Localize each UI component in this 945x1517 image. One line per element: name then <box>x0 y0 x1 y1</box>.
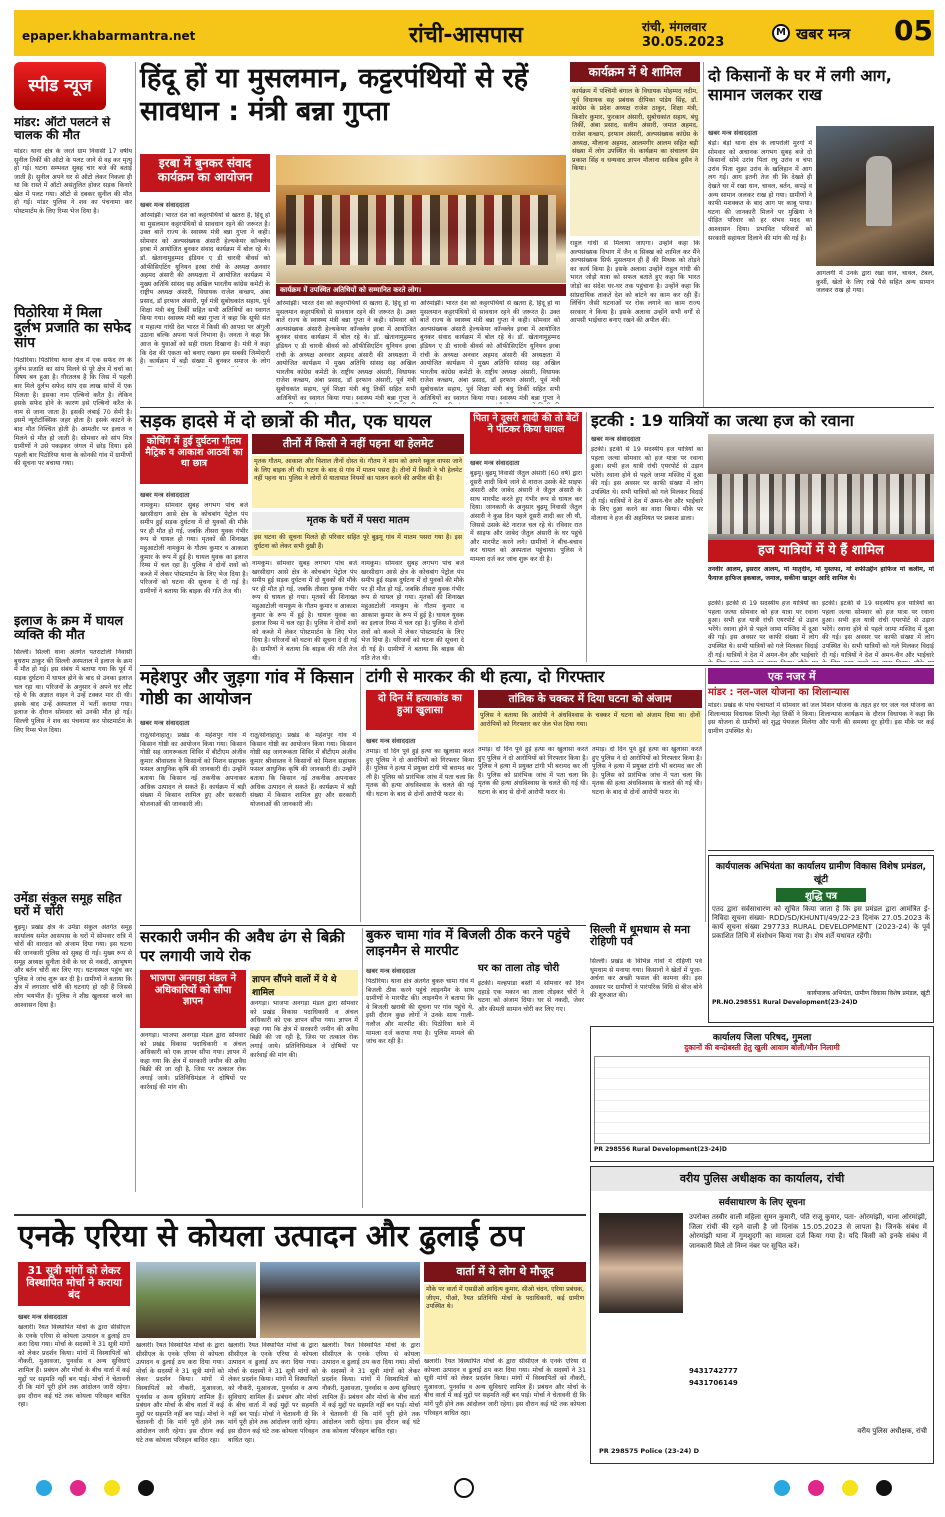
police-title: वरीय पुलिस अधीक्षक का कार्यालय, रांची <box>591 1167 933 1191</box>
haj-byline: खबर मन्त्र संवाददाता <box>591 435 641 443</box>
rwd-advert <box>708 855 934 1023</box>
electric-headline: बुकरु चामा गांव में बिजली ठीक करने पहुंचे लाइनमैन से मारपीट <box>366 928 570 959</box>
coal-text-4: खलारी। रैयत विस्थापित मोर्चा के द्वारा सीसीएल के एनके एरिया से कोयला उत्पादन व ढुलाई ठप करा दिया गया। मोर्चा के सदस्यों ने 31 सूत्री मांगों को लेकर प्रदर्शन किया। मांगों में विस्थापितों को नौकरी, मुआवजा, पुनर्वास व अन्य सुविधाएं शामिल हैं। प्रबंधन और मोर्चा के बीच वार्ता में कई मुद्दों पर सहमति नहीं बन पाई। मोर्चा ने चेतावनी दी कि मांगें पूरी होने तक आंदोलन जारी रहेगा। इस दौरान कई घंटे तक कोयला परिवहन बाधित रहा। <box>322 1342 420 1435</box>
footer-color-marks <box>14 1474 934 1504</box>
coal-text-5: खलारी। रैयत विस्थापित मोर्चा के द्वारा सीसीएल के एनके एरिया से कोयला उत्पादन व ढुलाई ठप करा दिया गया। मोर्चा के सदस्यों ने 31 सूत्री मांगों को लेकर प्रदर्शन किया। मांगों में विस्थापितों को नौकरी, मुआवजा, पुनर्वास व अन्य सुविधाएं शामिल हैं। प्रबंधन और मोर्चा के बीच वार्ता में कई मुद्दों पर सहमति नहीं बन पाई। मोर्चा ने चेतावनी दी कि मांगें पूरी होने तक आंदोलन जारी रहेगा। इस दौरान कई घंटे तक कोयला परिवहन बाधित रहा। <box>424 1358 586 1417</box>
left-story-4-text: बुढ़मू। प्रखंड क्षेत्र के उमेंडा संकुल अंतर्गत समूह कार्यालय समेत आसपास के घरों में सोमवार रात्रि में चोरों की वारदात को अंजाम दिया गया। इस घटना की जानकारी पुलिस को सुबह दी गई। मुख्य रूप से समूह अध्यक्ष सुनीता देवी के घर से नकदी, आभूषण और बर्तन चोरी कर लिए गए। घटनास्थल पहुंच कर पुलिस ने जांच शुरू कर दी है। ग्रामीणों ने बताया कि क्षेत्र में लगातार चोरी की घटनाएं हो रही हैं जिससे लोग भयभीत हैं। पुलिस ने शीघ्र खुलासा करने का आश्वासन दिया है। <box>14 924 132 1009</box>
lead-byline: खबर मन्त्र संवाददाता <box>140 201 190 209</box>
murder-headline: टांगी से मारकर की थी हत्या, दो गिरफ्तार <box>366 667 605 686</box>
col3-kicker: कार्यक्रम में थे शामिल <box>570 62 700 82</box>
coal-headline: एनके एरिया से कोयला उत्पादन और ढुलाई ठप <box>18 1219 524 1254</box>
accident-text: नामकुम। सोमवार सुबह लगभग पांच बजे खरसीदाग आसे क्षेत्र के कोचबांग पेट्रोल पंप समीप हुई सड़क दुर्घटना में दो युवकों की मौके पर ही मौत हो गई, जबकि तीसरा युवक गंभीर रूप से घायल हो गया। मृतकों की शिनाख्त महुआटोली नामकुम के गौतम कुमार व आकाश कुमार के रूप में हुई है। घायल युवक का इलाज रिम्स में चल रहा है। पुलिस ने दोनों शवों को कब्जे में लेकर पोस्टमार्टम के लिए भेज दिया है। परिजनों को घटना की सूचना दे दी गई है। ग्रामीणों ने बताया कि बाइक की गति तेज थी। <box>140 502 248 595</box>
police-advert <box>590 1166 934 1464</box>
zp-advert <box>590 1026 934 1162</box>
brand-logo-icon: M <box>772 24 790 42</box>
section-rule <box>140 665 934 666</box>
murder-text: तमाड़। दो दिन पूर्व हुई हत्या का खुलासा करते हुए पुलिस ने दो आरोपियों को गिरफ्तार किया है। पुलिस ने हत्या में प्रयुक्त टांगी भी बरामद कर ली है। पुलिस को प्रारंभिक जांच में पता चला कि मृतक की हत्या अंधविश्वास के चलते की गई थी। घटना के बाद से दोनों आरोपी फरार थे। <box>366 748 474 798</box>
left-story-3-text: सिल्ली। सिल्ली थाना अंतर्गत पतराटोली निवासी बुधराम ठाकुर की सिल्ली अस्पताल में इलाज के क्रम में मौत हो गई। इस संबंध में बताया गया कि पूर्व में सड़क दुर्घटना में घायल होने के बाद से उनका इलाज चल रहा था। परिजनों के अनुसार वे अपने घर लौट रहे थे कि अज्ञात वाहन ने उन्हें टक्कर मार दी थी। इसके बाद उन्हें अस्पताल में भर्ती कराया गया। इलाज के दौरान सोमवार को उनकी मौत हो गई। सिल्ली पुलिस ने शव का पंचनामा कर पोस्टमार्टम के लिए रिम्स भेज दिया। <box>14 649 132 734</box>
fire-caption: आगलगी में उनके द्वारा रखा धान, चावल, टेबल, कुर्सी, खेतो के लिए रखे पैसे सहित अन्य सामान जलकर राख हो गया। <box>816 270 934 295</box>
farmer-headline: महेशपुर और जुड़गा गांव में किसान गोष्ठी का आयोजन <box>140 668 354 709</box>
ek-najar-headline: मांडर : नल-जल योजना का शिलान्यास <box>708 687 850 698</box>
murder-byline: खबर मन्त्र संवाददाता <box>366 737 416 745</box>
electric-text: पिठोरिया। थाना क्षेत्र अंतर्गत बुकरु चामा गांव में बिजली ठीक करने पहुंचे लाइनमैन के साथ ग्रामीणों ने मारपीट की। लाइनमैन ने बताया कि वे बिजली खराबी की सूचना पर गांव पहुंचे थे, इसी दौरान कुछ लोगों ने उनके साथ गाली-गलौज और मारपीट की। पिठोरिया थाने में मामला दर्ज कराया गया है। पुलिस मामले की जांच कर रही है। <box>366 978 474 1046</box>
column-divider <box>703 62 704 407</box>
lead-photo-caption: कार्यक्रम में उपस्थित अतिथियों को सम्मानित करते लोग। <box>276 284 566 296</box>
theft-text: इटकी। मल्हपाडा बस्ती में सोमवार को दिन दहाड़े एक मकान का ताला तोड़कर चोरों ने घटना को अंजाम दिया। घर से नकदी, जेवर और कीमती सामान चोरी कर लिए गए। <box>478 980 584 1013</box>
crowd <box>708 474 934 534</box>
rohini-headline: सिल्ली में धूमधाम से मना रोहिणी पर्व <box>590 923 690 948</box>
accident-byline: खबर मन्त्र संवाददाता <box>140 491 190 499</box>
column-divider <box>586 412 587 662</box>
zp-sub: दुकानों की बन्दोबस्ती हेतु खुली आवाम बोली/मौन निलामी <box>684 1043 840 1052</box>
people-row <box>286 195 556 265</box>
left-column <box>14 116 132 1216</box>
fire-photo <box>816 126 934 266</box>
masthead-city-day: रांची, मंगलवार <box>642 20 707 34</box>
coal-text-2: खलारी। रैयत विस्थापित मोर्चा के द्वारा सीसीएल के एनके एरिया से कोयला उत्पादन व ढुलाई ठप करा दिया गया। मोर्चा के सदस्यों ने 31 सूत्री मांगों को लेकर प्रदर्शन किया। मांगों में विस्थापितों को नौकरी, मुआवजा, पुनर्वास व अन्य सुविधाएं शामिल हैं। प्रबंधन और मोर्चा के बीच वार्ता में कई मुद्दों पर सहमति नहीं बन पाई। मोर्चा ने चेतावनी दी कि मांगें पूरी होने तक आंदोलन जारी रहेगा। इस दौरान कई घंटे तक कोयला परिवहन बाधित रहा। <box>136 1342 224 1444</box>
rwd-pr: PR.NO.298551 Rural Development(23-24)D <box>712 999 858 1006</box>
wife-text: बुढ़मू। बुढ़मू निवासी जैतुल अंसारी (60 वर्ष) द्वारा दूसरी शादी किये जाने से नाराज उसके बेटे साइफ अंसारी और जाबेद अंसारी ने जैतुल अंसारी के साथ मारपीट करते हुए गंभीर रूप से घायल कर दिया। जानकारी के अनुसार बुढ़मू निवासी जैतुल अंसारी ने कुछ दिन पहले दूसरी शादी कर ली थी, जिससे उसके बेटे नाराज चल रहे थे। रविवार रात में साइफ और जाबेद जैतुल अंसारी के घर पहुंचे और मारपीट करने लगे। ग्रामीणों ने बीच-बचाव कर घायल को अस्पताल पहुंचाया। पुलिस ने मामला दर्ज कर जांच शुरू कर दी है। <box>470 470 582 563</box>
coal-text: खलारी। रैयत विस्थापित मोर्चा के द्वारा सीसीएल के एनके एरिया से कोयला उत्पादन व ढुलाई ठप करा दिया गया। मोर्चा के सदस्यों ने 31 सूत्री मांगों को लेकर प्रदर्शन किया। मांगों में विस्थापितों को नौकरी, मुआवजा, पुनर्वास व अन्य सुविधाएं शामिल हैं। प्रबंधन और मोर्चा के बीच वार्ता में कई मुद्दों पर सहमति नहीं बन पाई। मोर्चा ने चेतावनी दी कि मांगें पूरी होने तक आंदोलन जारी रहेगा। इस दौरान कई घंटे तक कोयला परिवहन बाधित रहा। <box>18 1324 130 1409</box>
police-text: उपरोक्त तस्वीर वाली महिला सुमन कुमारी, पति राजू कुमार, पता- ओरमांझी, थाना ओरमांझी, जिला रांची की रहने वाली है जो दिनांक 15.05.2023 से लापता है। जिनके संबंध में ओरमांझी थाना में गुमशुदगी का मामला दर्ज किया गया है। यदि किसी को इनके संबंध में जानकारी मिले तो निम्न नंबर पर सूचित करें। <box>689 1213 927 1250</box>
col3-text: राहुल गांधी से मिलाया जाएगा। उन्होंने कहा कि अल्पसंख्यक विभाग में जैन व सिक्ख को शामिल कर मैंने अल्पसंख्यक सिर्फ मुसलमान ही हैं की मिथक को तोड़ने का कार्य किया है। इसके अलावा उन्होंने राहुल गांधी की भारत जोड़ो यात्रा को सफल बताते हुए कहा कि भारत जोड़ो का संदेश घर-घर तक पहुंचाना है। उन्होंने कहा कि सांप्रदायिक ताकतें देश को बांटने का काम कर रही हैं। लिंचिंग जैसी घटनाओं पर रोक लगाने का काम राज्य सरकार ने किया है। इसके अलावा उन्होंने सभी वर्गों से आपसी भाईचारा बनाए रखने की अपील की। <box>570 240 700 325</box>
section-rule <box>708 850 934 851</box>
column-divider <box>360 668 361 922</box>
speed-news-badge: स्पीड न्यूज <box>14 62 106 110</box>
haj-text-3: इटकी। इटकी से 19 सदस्यीय हज यात्रियों का पहला जत्था सोमवार को हज यात्रा पर रवाना हुआ। सभी हज यात्री रांची एयरपोर्ट से उड़ान भरेंगे। रवाना होने से पहले जामा मस्जिद में दुआ की गई। इस अवसर पर काफी संख्या में लोग उपस्थित थे। सभी यात्रियों को गले मिलकर विदाई दी गई। यात्रियों ने देश में अमन-चैन और भाईचारे <box>822 600 934 659</box>
coal-sub: 31 सूत्री मांगों को लेकर विस्थापित मोर्चा ने कराया बंद <box>18 1262 130 1306</box>
coal-photo-2 <box>260 1262 420 1338</box>
accident-text-2: नामकुम। सोमवार सुबह लगभग पांच बजे खरसीदाग आसे क्षेत्र के कोचबांग पेट्रोल पंप समीप हुई सड़क दुर्घटना में दो युवकों की मौके पर ही मौत हो गई, जबकि तीसरा युवक गंभीर रूप से घायल हो गया। मृतकों की शिनाख्त महुआटोली नामकुम के गौतम कुमार व आकाश कुमार के रूप में हुई है। घायल युवक का इलाज रिम्स में चल रहा है। पुलिस ने दोनों शवों को कब्जे में लेकर पोस्टमार्टम के लिए भेज दिया है। परिजनों को घटना की सूचना दे दी गई है। ग्रामीणों ने बताया कि बाइक की गति तेज थी। <box>252 560 357 662</box>
farmer-text-2: रातू/सोनाहातू। प्रखंड के महेशपुर गांव में किसान गोष्ठी का आयोजन किया गया। किसान गोष्ठी सह जागरूकता शिविर में बीटीएम अंजीव कुमार श्रीवास्तव ने किसानों को मिशन सहायक फसल आधुनिक कृषि की जानकारी दी। उन्होंने बताया कि किसान नई तकनीक अपनाकर अधिक उत्पादन ले सकते हैं। कार्यक्रम में बड़ी संख्या में किसान शामिल हुए और सरकारी योजनाओं की जानकारी ली। <box>250 732 356 808</box>
haj-caption-text: तनवीर आलम, इसरार आलम, मो मातृदीन, मो मुस्तफा, मो शफीउद्दीन हाफिज मो कलीम, मो फैयाज हाफिज इकबाल, जमाल, सकीना खातून आदि शामिल थे। <box>708 566 934 582</box>
site-url[interactable]: epaper.khabarmantra.net <box>22 29 196 43</box>
magenta-mark <box>808 1480 824 1496</box>
helmet-bar: तीनों में किसी ने नहीं पहना था हेलमेट <box>252 434 464 454</box>
mourn-text: इस घटना की सूचना मिलते ही परिवार सहित पूरे बुढ़मू गांव में मातम पसरा गया है। इस दुर्घटना को लेकर सभी दुखी हैं। <box>252 532 464 556</box>
haj-text: इटकी। इटकी से 19 सदस्यीय हज यात्रियों का पहला जत्था सोमवार को हज यात्रा पर रवाना हुआ। सभी हज यात्री रांची एयरपोर्ट से उड़ान भरेंगे। रवाना होने से पहले जामा मस्जिद में दुआ की गई। इस अवसर पर काफी संख्या में लोग उपस्थित थे। सभी यात्रियों को गले मिलकर विदाई दी गई। यात्रियों ने देश में अमन-चैन और भाईचारे के लिए दुआ करने का वादा किया। मौके पर मौलाना ने हज की अहमियत पर प्रकाश डाला। <box>591 446 703 522</box>
wife-headline: पिता ने दूसरी शादी की तो बेटों ने पीटकर किया घायल <box>470 412 582 454</box>
haj-headline: इटकी : 19 यात्रियों का जत्था हज को रवाना <box>591 411 854 430</box>
black-mark <box>876 1480 892 1496</box>
fire-text: बेड़ो। बेड़ो थाना क्षेत्र के लापरोली मुरगो में सोमवार को अचानक लगभग सुबह बजे दो किसानों सोमे उरांव पिता रघु उरांव व चंपा उरांव पिता शुक्रा उरांव के खलिहान में आग लग गई। आग इतनी तेज थी कि देखते ही देखते घर में रखा धान, चावल, बर्तन, कपड़े व अन्य सामान जलकर राख हो गया। ग्रामीणों ने काफी मशक्कत के बाद आग पर काबू पाया। घटना की जानकारी मिलने पर मुखिया ने पीड़ित परिवार को हर संभव मदद का आश्वासन दिया। प्रभावित परिवारों को सरकारी सहायता दिलाने की मांग की गई है। <box>708 140 812 242</box>
lead-text-col1: ओरमांझी। भारत देश को कट्टरपंथियों से खतरा है, हिंदू हो या मुसलमान कट्टरपंथियों से सावधान रहने की जरूरत है। उक्त बातें राज्य के स्वास्थ्य मंत्री बन्ना गुप्ता ने कही। सोमवार को अल्पसंख्यक अंसारी हेल्थकेयर कॉन्क्लेव इरबा में आयोजित बुनकर संवाद कार्यक्रम में बोल रहे थे। डॉ. खेतानामुहम्मद इंडियन ए डी चारवी बीवर्स को ऑफीसिएटिंग यूनियन इरबा रांची के अध्यक्ष अनवार अहमद अंसारी की अध्यक्षता में आयोजित कार्यक्रम में मुख्य अतिथि सांसद सह अखिल भारतीय कांग्रेस कमेटी के राष्ट्रीय अध्यक्ष अंसारी, विधायक राजेश कच्छप, अंबा प्रसाद, डॉ इरफान अंसारी, पूर्व मंत्री सुबोधकांत सहाय, पूर्व शिक्षा मंत्री बंधु तिर्की सहित सभी अतिथियों का स्वागत किया गया। स्वास्थ्य मंत्री बन्ना गुप्ता ने कहा कि सूफी संत व महात्मा गांधी देश भारत में किसी की आपदा पर अंगुली उठाना बल्कि अपना फर्ज निभाना है। जनता ने कहा कि आज के युवाओं को सही रास्ता दिखाना है। मंत्री ने कहा कि देश की एकता को बनाए रखना हम सबकी जिम्मेदारी है। कार्यक्रम में बड़ी संख्या में बुनकर समाज के लोग <box>140 212 270 366</box>
yellow-mark <box>104 1480 120 1496</box>
masthead <box>14 10 934 56</box>
column-divider <box>135 62 136 1192</box>
lead-kicker: इरबा में बुनकर संवाद कार्यक्रम का आयोजन <box>140 154 270 192</box>
coal-photo-1 <box>136 1262 256 1338</box>
police-pr: PR 298575 Police (23-24) D <box>599 1447 700 1455</box>
left-story-1-head: मांडर: ऑटो पलटने से चालक की मौत <box>14 116 111 142</box>
rwd-text: एतद द्वारा सर्वसाधारण को सूचित किया जाता है कि इस प्रमंडल द्वारा आमंत्रित ई-निविदा सूचना संख्या- RDD/SD/KHUNTI/49/22-23 दिनांक 27.05.2023 के कार्य सूचना संख्या 297733 RURAL DEVELOPMENT (2023-24) के पूर्व प्रकाशित तिथि में संशोधन किया गया है। शेष शर्तें यथावत रहेंगी। <box>712 905 930 940</box>
left-story-2-head: पिठोरिया में मिला दुर्लभ प्रजाति का सफेद सांप <box>14 304 132 352</box>
magenta-mark <box>70 1480 86 1496</box>
land-headline: सरकारी जमीन की अवैध ढंग से बिक्री पर लगायी जाये रोक <box>140 928 345 965</box>
left-story-2-text: पिठोरिया। पिठोरिया थाना क्षेत्र में एक सफेद रंग के दुर्लभ प्रजाति का सांप मिलने से पूरे क्षेत्र में चर्चा का विषय बन हुआ है। गौरतलब है कि जिस में पहली बार मिले दुर्लभ सफेद सांप दस लाख सांपों में एक मिलता है। इसका नाम एल्बिनो करैत है। लेकिन इसके सफेद होने के कारण इसे एल्बिनो करैत के नाम से जाना जाता है। इसकी लंबाई 70 सेमी है। इसमें न्यूरोटॉक्सिक जहर होता है। इसके काटने के बाद मौत निश्चित होती है। आमतौर पर इलाज न मिलने से मौत हो जाती है। सोमवार को सांप मित्र ग्रामीणों ने उसे पकड़कर जंगल में छोड़ दिया। इसे पहली बार पिठोरिया थाना के कोनकी गांव में ग्रामीणों की सूचना पर बचाया गया। <box>14 357 132 468</box>
theft-headline: घर का ताला तोड़ चोरी <box>478 963 560 974</box>
ek-najar-bar <box>708 668 934 684</box>
column-divider <box>362 928 363 1208</box>
accident-headline: सड़क हादसे में दो छात्रों की मौत, एक घायल <box>140 411 432 432</box>
coal-present-bar: वार्ता में ये लोग थे मौजूद <box>424 1262 586 1282</box>
lead-text-col3: ओरमांझी। भारत देश को कट्टरपंथियों से खतरा है, हिंदू हो या मुसलमान कट्टरपंथियों से सावधान रहने की जरूरत है। उक्त बातें राज्य के स्वास्थ्य मंत्री बन्ना गुप्ता ने कही। सोमवार को अल्पसंख्यक अंसारी हेल्थकेयर कॉन्क्लेव इरबा में आयोजित बुनकर संवाद कार्यक्रम में बोल रहे थे। डॉ. खेतानामुहम्मद इंडियन ए डी चारवी बीवर्स को ऑफीसिएटिंग यूनियन इरबा रांची के अध्यक्ष अनवार अहमद अंसारी की अध्यक्षता में आयोजित कार्यक्रम में मुख्य अतिथि सांसद सह अखिल भारतीय कांग्रेस कमेटी के राष्ट्रीय अध्यक्ष अंसारी, विधायक राजेश कच्छप, अंबा प्रसाद, डॉ इरफान अंसारी, पूर्व मंत्री सुबोधकांत सहाय, पूर्व शिक्षा मंत्री बंधु तिर्की सहित सभी अतिथियों का स्वागत किया गया। स्वास्थ्य मंत्री बन्ना गुप्ता ने <box>420 300 560 402</box>
tantrik-bar: तांत्रिक के चक्कर में दिया घटना को अंजाम <box>478 690 702 708</box>
fire-headline: दो किसानों के घर में लगी आग, सामान जलकर राख <box>708 66 892 104</box>
haj-text-2: इटकी। इटकी से 19 सदस्यीय हज यात्रियों का पहला जत्था सोमवार को हज यात्रा पर रवाना हुआ। सभी हज यात्री रांची एयरपोर्ट से उड़ान भरेंगे। रवाना होने से पहले जामा मस्जिद में दुआ की गई। इस अवसर पर काफी संख्या में लोग उपस्थित थे। सभी यात्रियों को गले मिलकर विदाई दी गई। यात्रियों ने देश में अमन-चैन और भाईचारे <box>708 600 818 659</box>
zp-title: कार्यालय जिला परिषद, गुमला <box>712 1033 812 1043</box>
black-mark <box>138 1480 154 1496</box>
lead-text-col2: ओरमांझी। भारत देश को कट्टरपंथियों से खतरा है, हिंदू हो या मुसलमान कट्टरपंथियों से सावधान रहने की जरूरत है। उक्त बातें राज्य के स्वास्थ्य मंत्री बन्ना गुप्ता ने कही। सोमवार को अल्पसंख्यक अंसारी हेल्थकेयर कॉन्क्लेव इरबा में आयोजित बुनकर संवाद कार्यक्रम में बोल रहे थे। डॉ. खेतानामुहम्मद इंडियन ए डी चारवी बीवर्स को ऑफीसिएटिंग यूनियन इरबा रांची के अध्यक्ष अनवार अहमद अंसारी की अध्यक्षता में आयोजित कार्यक्रम में मुख्य अतिथि सांसद सह अखिल भारतीय कांग्रेस कमेटी के राष्ट्रीय अध्यक्ष अंसारी, विधायक राजेश कच्छप, अंबा प्रसाद, डॉ इरफान अंसारी, पूर्व मंत्री सुबोधकांत सहाय, पूर्व शिक्षा मंत्री बंधु तिर्की सहित सभी अतिथियों का स्वागत किया गया। स्वास्थ्य मंत्री बन्ना गुप्ता ने <box>276 300 416 402</box>
murder-text-2: तमाड़। दो दिन पूर्व हुई हत्या का खुलासा करते हुए पुलिस ने दो आरोपियों को गिरफ्तार किया है। पुलिस ने हत्या में प्रयुक्त टांगी भी बरामद कर ली है। पुलिस को प्रारंभिक जांच में पता चला कि मृतक की हत्या अंधविश्वास के चलते की गई थी। घटना के बाद से दोनों आरोपी फरार थे। <box>478 746 588 796</box>
police-sub: सर्वसाधारण के लिए सूचना <box>718 1198 806 1208</box>
electric-byline: खबर मन्त्र संवाददाता <box>366 967 416 975</box>
helmet-text: मृतक गौतम, आकाश और विशाल तीनों दोस्त थे। गौतम ने शाम को अपने स्कूल वापस जाने के लिए बाइक ली थी। घटना के बाद से गांव में मातम पसरा है। तीनों में किसी ने भी हेलमेट नहीं पहना था। पुलिस ने लोगों से यातायात नियमों का पालन करने की अपील की है। <box>252 456 464 508</box>
police-phone-2[interactable]: 9431706149 <box>689 1379 738 1387</box>
lead-headline: हिंदू हों या मुसलमान, कट्टरपंथियों से रहें सावधान : मंत्री बन्ना गुप्ता <box>140 63 528 127</box>
coal-byline: खबर मन्त्र संवाददाता <box>18 1313 68 1321</box>
missing-person-photo <box>599 1213 683 1313</box>
left-story-1-text: मांडर। थाना क्षेत्र के जरते ग्राम निवासी 17 वर्षीय सुनील तिर्की की ऑटो के पलट जाने से वह कर मृत्यु हो गई। घटना सम्भवत सुबह चार बजे की बताई जाती है। सुनील अपने घर से ऑटो लेकर निकला ही था कि रास्ते में ऑटो असंतुलित होकर सड़क किनारे खेत में पलट गया। ऑटो से दबकर सुनील की मौत हो गई। मांडर पुलिस ने शव का पंचनामा कर पोस्टमार्टम के लिए रिम्स भेज दिया है। <box>14 147 132 216</box>
rohini-text: सिल्ली। प्रखंड के विभिन्न गांवों में रोहिणी पर्व धूमधाम से मनाया गया। किसानों ने खेतों में पूजा-अर्चना कर अच्छी फसल की कामना की। इस अवसर पर ग्रामीणों ने पारंपरिक विधि से बीज बोने की शुरुआत की। <box>590 958 702 1000</box>
col3-kicker-text: कार्यक्रम में पश्चिमी बंगाल के विधायक मोहम्मद नदीम, पूर्व विधायक सह प्रबंधक दीपिका पांडेय सिंह, डॉ. कांग्रेस के प्रदेश अध्यक्ष राजेश ठाकुर, शिक्षा मंत्री, किशोर कुमार, फुरकान अंसारी, सुबोधकांत सहाय, बंधु तिर्की, अंबा प्रसाद, सलीम अंसारी, जमात अहमद, राजेश कच्छप, इरफान अंसारी, अल्पसंख्यक कांग्रेस के अध्यक्ष, मौलाना अहमद, आलमगीर आलम सहित बड़ी संख्या में लोग उपस्थित थे। कार्यक्रम का संचालन प्रेम प्रकाश सिंह व धन्यवाद ज्ञापन मौलाना साकिब हुसैन ने किया। <box>570 86 700 236</box>
rwd-sign: कार्यपालक अभियंता, ग्रामीण विकास विशेष प्रमंडल, खूंटी <box>806 990 930 997</box>
land-memo: ज्ञापन सौंपने वालों में ये थे शामिल <box>250 970 358 996</box>
cyan-mark <box>36 1480 52 1496</box>
coal-present-text: मौके पर वार्ता में एसडीओ आदित्य कुमार, सीओ चंदन, एरिया प्रबंधक, जीएम, पीओ, रैयत प्रतिनिधि मोर्चा के पदाधिकारी, कई ग्रामीण उपस्थित थे। <box>424 1284 586 1354</box>
police-sign: वरीय पुलिस अधीक्षक, रांची <box>857 1427 927 1435</box>
haj-photo <box>708 434 934 552</box>
farmer-byline: खबर मन्त्र संवाददाता <box>140 719 190 727</box>
zp-table <box>594 1056 930 1144</box>
rwd-title: कार्यपालक अभियंता का कार्यालय ग्रामीण विकास विशेष प्रमंडल, खूंटी <box>715 862 927 885</box>
person-figure <box>866 156 892 226</box>
coal-text-3: खलारी। रैयत विस्थापित मोर्चा के द्वारा सीसीएल के एनके एरिया से कोयला उत्पादन व ढुलाई ठप करा दिया गया। मोर्चा के सदस्यों ने 31 सूत्री मांगों को लेकर प्रदर्शन किया। मांगों में विस्थापितों को नौकरी, मुआवजा, पुनर्वास व अन्य सुविधाएं शामिल हैं। प्रबंधन और मोर्चा के बीच वार्ता में कई मुद्दों पर सहमति नहीं बन पाई। मोर्चा ने चेतावनी दी कि मांगें पूरी होने तक आंदोलन जारी रहेगा। इस दौरान कई घंटे तक कोयला परिवहन बाधित रहा। <box>228 1342 318 1444</box>
section-rule <box>140 407 934 408</box>
fire-byline: खबर मन्त्र संवाददाता <box>708 129 758 137</box>
yellow-mark <box>842 1480 858 1496</box>
farmer-text: रातू/सोनाहातू। प्रखंड के महेशपुर गांव में किसान गोष्ठी का आयोजन किया गया। किसान गोष्ठी सह जागरूकता शिविर में बीटीएम अंजीव कुमार श्रीवास्तव ने किसानों को मिशन सहायक फसल आधुनिक कृषि की जानकारी दी। उन्होंने बताया कि किसान नई तकनीक अपनाकर अधिक उत्पादन ले सकते हैं। कार्यक्रम में बड़ी संख्या में किसान शामिल हुए और सरकारी योजनाओं की जानकारी ली। <box>140 732 246 808</box>
murder-kicker: दो दिन में हत्याकांड का हुआ खुलासा <box>366 690 474 730</box>
section-rule <box>140 925 586 926</box>
column-divider <box>705 668 706 922</box>
registration-mark <box>454 1478 474 1498</box>
murder-text-3: तमाड़। दो दिन पूर्व हुई हत्या का खुलासा करते हुए पुलिस ने दो आरोपियों को गिरफ्तार किया है। पुलिस ने हत्या में प्रयुक्त टांगी भी बरामद कर ली है। पुलिस को प्रारंभिक जांच में पता चला कि मृतक की हत्या अंधविश्वास के चलते की गई थी। घटना के बाद से दोनों आरोपी फरार थे। <box>592 746 702 796</box>
stage-banner <box>276 155 566 185</box>
land-kicker: भाजपा अनगड़ा मंडल ने अधिकारियों को सौंपा ज्ञापन <box>140 970 246 1028</box>
brand-name: खबर मन्त्र <box>796 25 851 43</box>
haj-caption-red: हज यात्रियों में ये हैं शामिल <box>708 540 934 562</box>
section-rule <box>14 1214 586 1216</box>
accident-text-3: नामकुम। सोमवार सुबह लगभग पांच बजे खरसीदाग आसे क्षेत्र के कोचबांग पेट्रोल पंप समीप हुई सड़क दुर्घटना में दो युवकों की मौके पर ही मौत हो गई, जबकि तीसरा युवक गंभीर रूप से घायल हो गया। मृतकों की शिनाख्त महुआटोली नामकुम के गौतम कुमार व आकाश कुमार के रूप में हुई है। घायल युवक का इलाज रिम्स में चल रहा है। पुलिस ने दोनों शवों को कब्जे में लेकर पोस्टमार्टम के लिए भेज दिया है। परिजनों को घटना की सूचना दे दी गई है। ग्रामीणों ने बताया कि बाइक की गति तेज थी। <box>361 560 464 662</box>
zp-pr: PR 298556 Rural Development(23-24)D <box>594 1146 727 1153</box>
tantrik-text: पुलिस ने बताया कि आरोपी ने अंधविश्वास के चक्कर में घटना को अंजाम दिया था। दोनों आरोपियों को गिरफ्तार कर जेल भेज दिया गया। <box>478 710 702 742</box>
land-text-2: अनगड़ा। भाजपा अनगड़ा मंडल द्वारा सोमवार को प्रखंड विकास पदाधिकारी व अंचल अधिकारी को एक ज्ञापन सौंपा गया। ज्ञापन में कहा गया कि क्षेत्र में सरकारी जमीन की अवैध बिक्री की जा रही है, जिस पर तत्काल रोक लगाई जाये। प्रतिनिधिमंडल ने दोषियों पर कार्रवाई की मांग की। <box>250 1000 358 1059</box>
cyan-mark <box>774 1480 790 1496</box>
ek-najar-text: मांडर। प्रखंड के पांच पंचायतों में सोमवार को जल मिशन योजना के तहत हर घर जल नल योजना का शिलान्यास विधायक शिल्पी नेहा तिर्की ने किया। शिलान्यास कार्यक्रम के दौरान विधायक ने कहा कि इस योजना से ग्रामीणों को शुद्ध पेयजल मिलेगा और पानी की समस्या दूर होगी। इस मौके पर कई ग्रामीण उपस्थित थे। <box>708 702 934 735</box>
rwd-sub: शुद्धि पत्र <box>776 888 866 902</box>
land-text: अनगड़ा। भाजपा अनगड़ा मंडल द्वारा सोमवार को प्रखंड विकास पदाधिकारी व अंचल अधिकारी को एक ज्ञापन सौंपा गया। ज्ञापन में कहा गया कि क्षेत्र में सरकारी जमीन की अवैध बिक्री की जा रही है, जिस पर तत्काल रोक लगाई जाये। प्रतिनिधिमंडल ने दोषियों पर कार्रवाई की मांग की। <box>140 1032 246 1091</box>
mourn-bar: मृतक के घरों में पसरा मातम <box>252 512 464 530</box>
left-story-3-head: इलाज के क्रम में घायल व्यक्ति की मौत <box>14 614 124 644</box>
lead-photo <box>276 155 566 283</box>
page-number: 05 <box>894 14 933 47</box>
ek-najar-label: एक नजर में <box>768 670 816 683</box>
left-story-4-head: उमेंडा संकुल समूह सहित घरों में चोरी <box>14 891 122 919</box>
wife-byline: खबर मन्त्र संवाददाता <box>470 459 520 467</box>
masthead-date: 30.05.2023 <box>642 35 725 50</box>
accident-sub: कोचिंग में हुई दुर्घटना गौतम मैट्रिक व आकाश आठवीं का था छात्र <box>140 434 248 484</box>
section-title: रांची-आसपास <box>409 23 523 48</box>
police-phone-1[interactable]: 9431742777 <box>689 1367 738 1375</box>
